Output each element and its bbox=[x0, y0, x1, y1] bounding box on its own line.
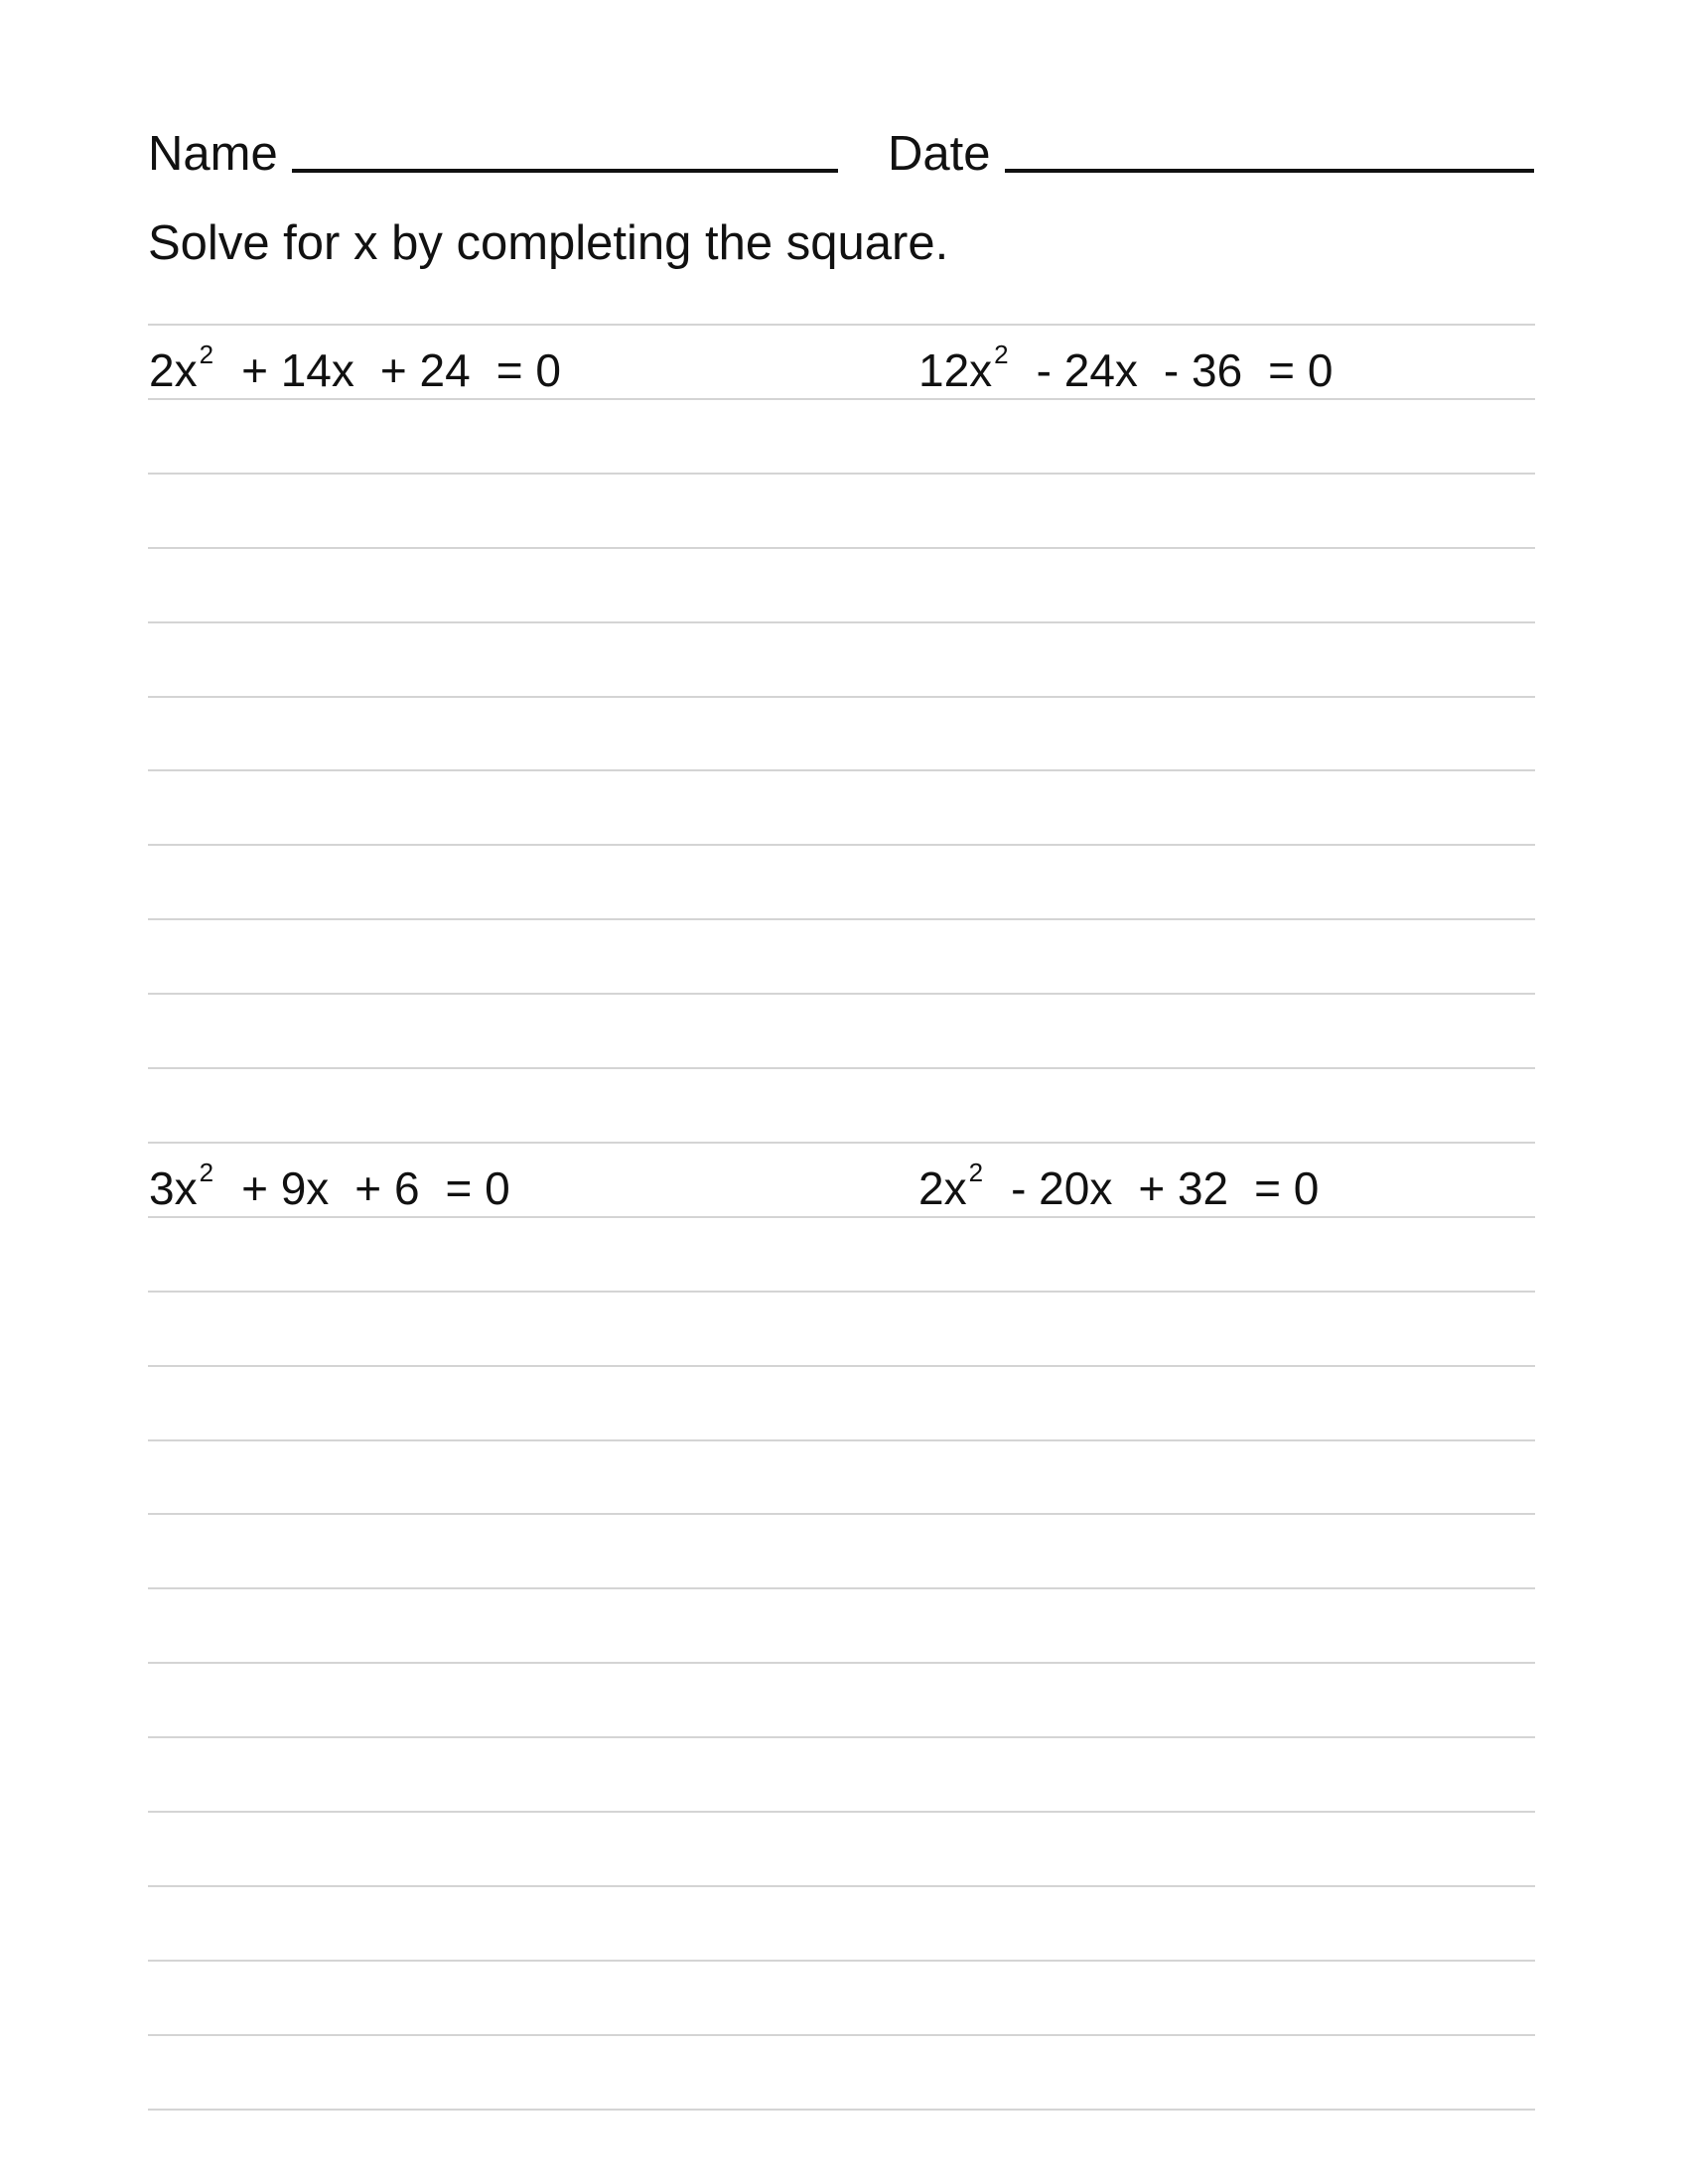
ruled-line bbox=[148, 844, 1535, 846]
ruled-line bbox=[148, 473, 1535, 475]
ruled-line bbox=[148, 398, 1535, 400]
problem-3 bbox=[149, 1158, 510, 1214]
problem-4-exponent: 2 bbox=[968, 1158, 984, 1187]
problem-3-term2: + 9x bbox=[241, 1162, 330, 1214]
problem-2-exponent: 2 bbox=[994, 340, 1009, 369]
date-field[interactable] bbox=[888, 123, 1535, 179]
problem-3-lead: 3x bbox=[149, 1162, 198, 1214]
name-field[interactable] bbox=[148, 123, 843, 179]
problem-1-term2: + 14x bbox=[241, 344, 354, 396]
date-blank-line[interactable] bbox=[1005, 169, 1534, 173]
ruled-line bbox=[148, 1142, 1535, 1144]
problem-4-lead: 2x bbox=[918, 1162, 967, 1214]
ruled-line bbox=[148, 1885, 1535, 1887]
problem-2-lead: 12x bbox=[918, 344, 993, 396]
ruled-line bbox=[148, 1513, 1535, 1515]
ruled-line bbox=[148, 1439, 1535, 1441]
ruled-line bbox=[148, 2109, 1535, 2111]
ruled-line bbox=[148, 1365, 1535, 1367]
ruled-line bbox=[148, 918, 1535, 920]
ruled-line bbox=[148, 1587, 1535, 1589]
problem-2 bbox=[918, 340, 1334, 396]
problem-1-lead: 2x bbox=[149, 344, 198, 396]
ruled-line bbox=[148, 1216, 1535, 1218]
date-label: Date bbox=[888, 127, 991, 181]
problem-3-term3: + 6 bbox=[354, 1162, 420, 1214]
ruled-line bbox=[148, 1960, 1535, 1962]
problem-1 bbox=[149, 340, 561, 396]
ruled-line bbox=[148, 324, 1535, 326]
problem-4-term3: + 32 bbox=[1138, 1162, 1229, 1214]
name-label: Name bbox=[148, 127, 278, 181]
problem-2-equals: = 0 bbox=[1268, 344, 1334, 396]
ruled-line bbox=[148, 621, 1535, 623]
header-row bbox=[148, 123, 1535, 179]
ruled-line bbox=[148, 769, 1535, 771]
ruled-line bbox=[148, 1811, 1535, 1813]
instructions: Solve for x by completing the square. bbox=[148, 216, 949, 270]
problem-4-term2: - 20x bbox=[1011, 1162, 1113, 1214]
problem-1-equals: = 0 bbox=[495, 344, 561, 396]
ruled-line bbox=[148, 1736, 1535, 1738]
problem-2-term3: - 36 bbox=[1163, 344, 1243, 396]
ruled-line bbox=[148, 1291, 1535, 1293]
problem-3-exponent: 2 bbox=[199, 1158, 214, 1187]
ruled-line bbox=[148, 696, 1535, 698]
name-blank-line[interactable] bbox=[292, 169, 838, 173]
problem-3-equals: = 0 bbox=[445, 1162, 510, 1214]
ruled-line bbox=[148, 1662, 1535, 1664]
ruled-line bbox=[148, 1067, 1535, 1069]
problem-1-exponent: 2 bbox=[199, 340, 214, 369]
ruled-line bbox=[148, 547, 1535, 549]
ruled-line bbox=[148, 2034, 1535, 2036]
problem-4-equals: = 0 bbox=[1254, 1162, 1320, 1214]
problem-4 bbox=[918, 1158, 1320, 1214]
ruled-line bbox=[148, 993, 1535, 995]
problem-2-term2: - 24x bbox=[1036, 344, 1138, 396]
problem-1-term3: + 24 bbox=[379, 344, 471, 396]
